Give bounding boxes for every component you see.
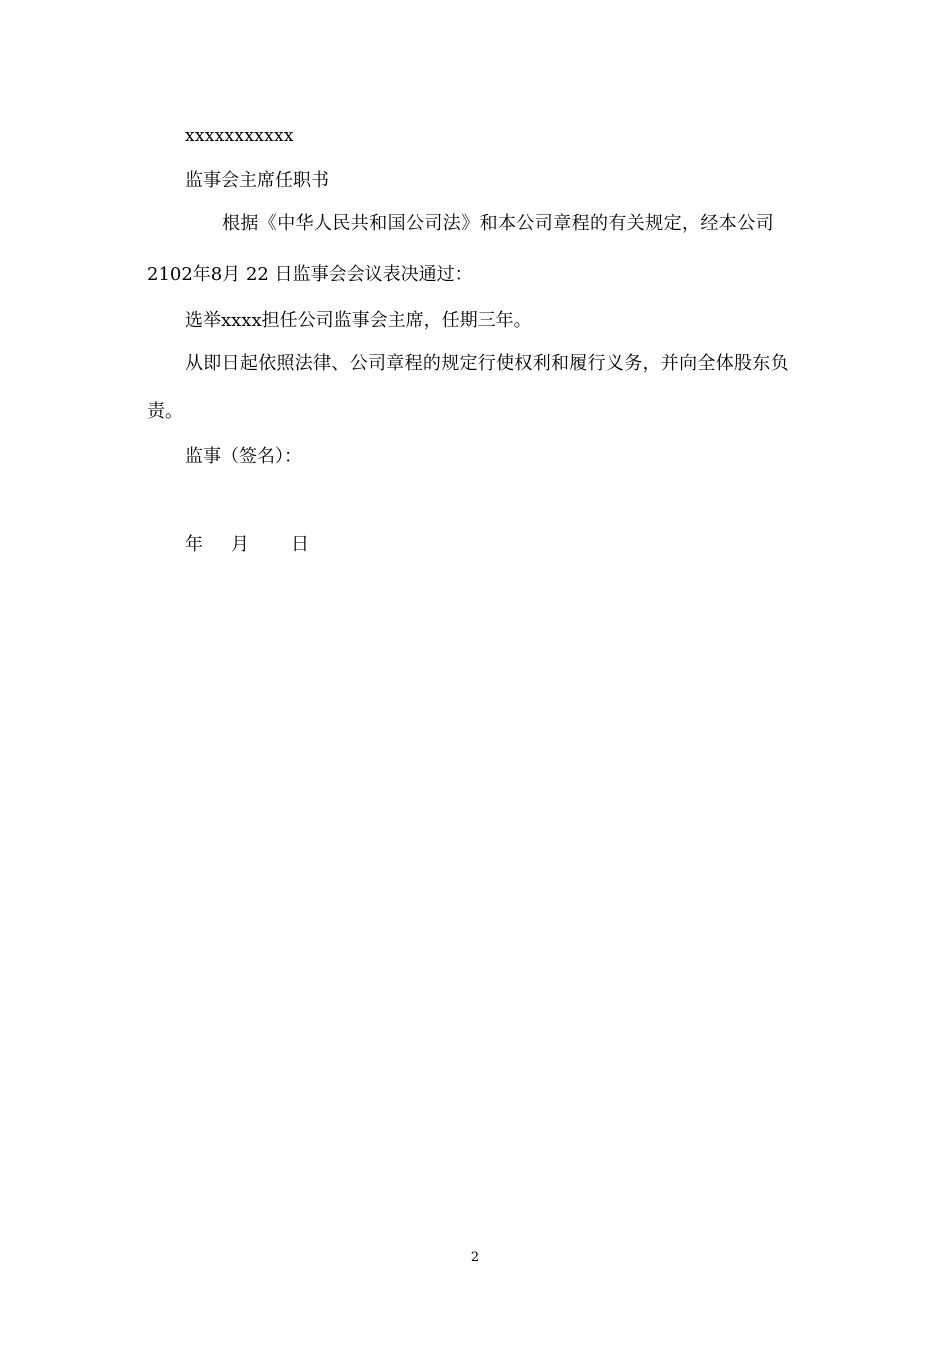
document-code: xxxxxxxxxxx — [185, 126, 294, 146]
date-month-label: 月 — [231, 534, 249, 555]
page-number: 2 — [470, 1250, 480, 1265]
paragraph-duties-line-2: 责。 — [147, 401, 183, 422]
date-line — [185, 533, 309, 557]
signature-label: 监事（签名）： — [185, 446, 302, 467]
date-year-label: 年 — [185, 534, 203, 555]
paragraph-basis-line-2: 2102年8月 22 日监事会会议表决通过： — [147, 264, 473, 285]
date-day-label: 日 — [291, 534, 309, 555]
paragraph-basis-line-1: 根据《中华人民共和国公司法》和本公司章程的有关规定，经本公司 — [222, 213, 774, 234]
paragraph-duties-line-1: 从即日起依照法律、公司章程的规定行使权利和履行义务，并向全体股东负 — [185, 353, 789, 374]
paragraph-election: 选举xxxx担任公司监事会主席，任期三年。 — [185, 310, 532, 331]
document-title: 监事会主席任职书 — [185, 170, 329, 191]
